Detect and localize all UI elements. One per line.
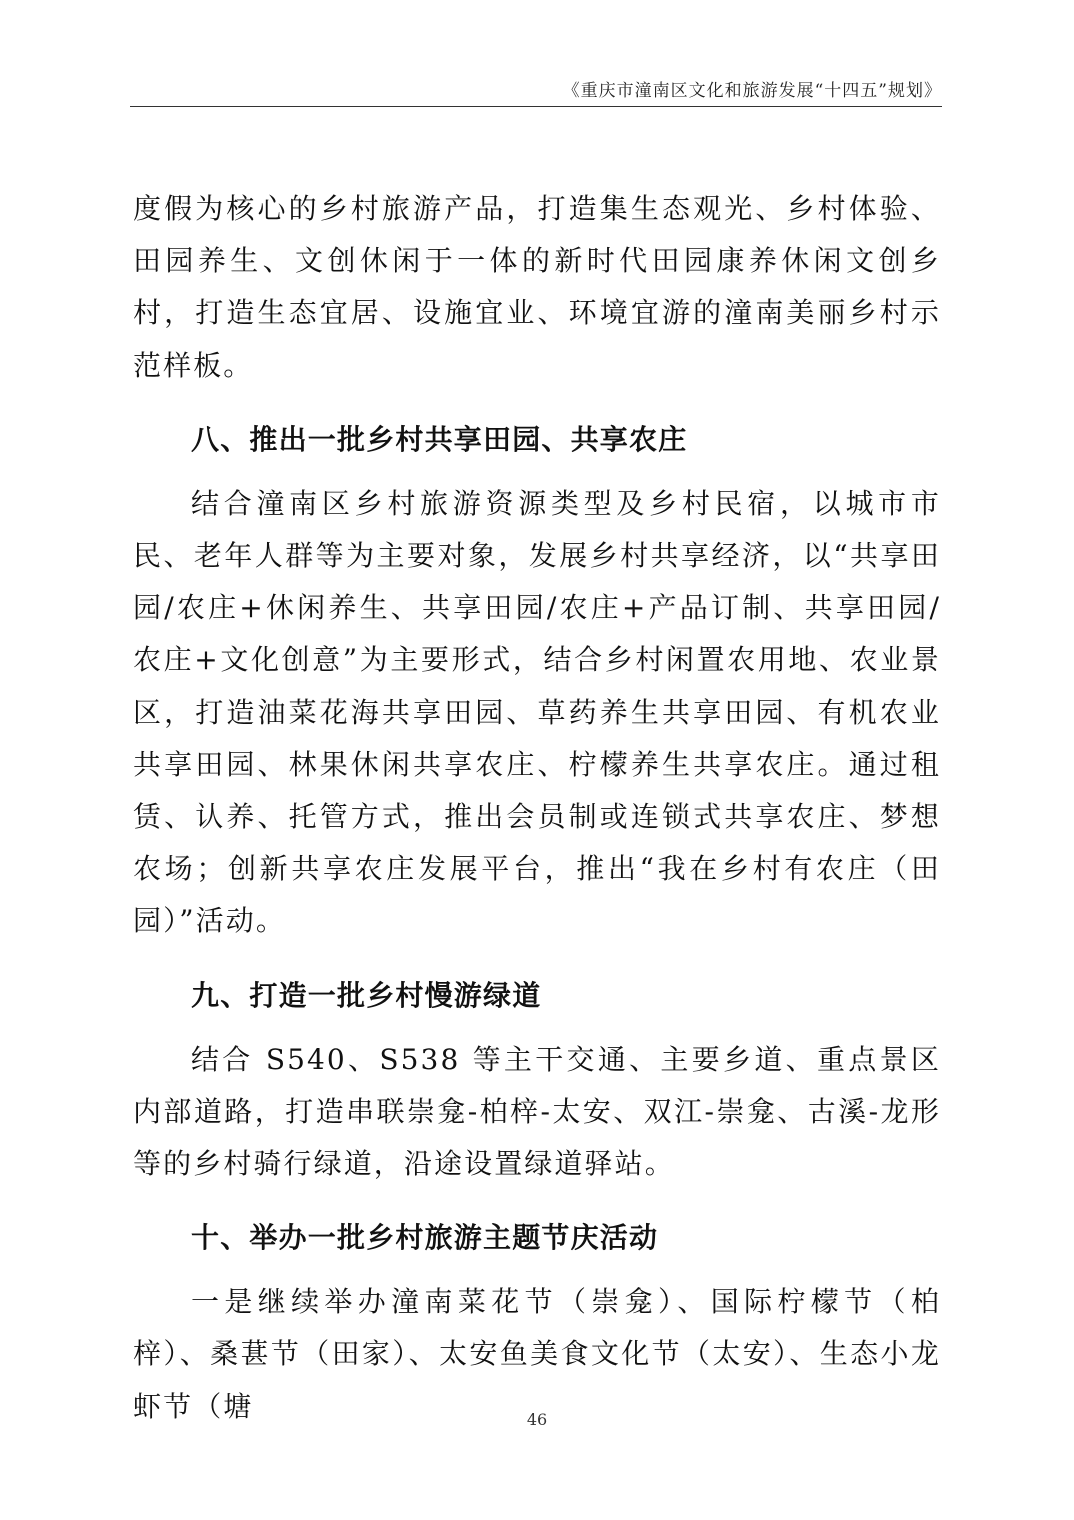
paragraph-continued: 度假为核心的乡村旅游产品，打造集生态观光、乡村体验、田园养生、文创休闲于一体的新时代田园康养休闲文创乡村，打造生态宜居、设施宜业、环境宜游的潼南美丽乡村示范样板。 bbox=[133, 192, 941, 382]
paragraph-section-9: 结合 S540、S538 等主干交通、主要乡道、重点景区内部道路，打造串联崇龛-柏梓-太安、双江-崇龛、古溪-龙形等的乡村骑行绿道，沿途设置绿道驿站。 bbox=[133, 1042, 941, 1181]
page-number: 46 bbox=[526, 1410, 548, 1429]
header-title: 《重庆市潼南区文化和旅游发展“十四五”规划》 bbox=[562, 81, 942, 101]
paragraph-section-8: 结合潼南区乡村旅游资源类型及乡村民宿，以城市市民、老年人群等为主要对象，发展乡村共享经济，以“共享田园/农庄+休闲养生、共享田园/农庄+产品订制、共享田园/农庄+文化创意”为主要形式，结合乡村闲置农用地、农业景区，打造油菜花海共享田园、草药养生共享田园、有机农业共享田园、林果休闲共享农庄、柠檬养生共享农庄。通过租赁、认养、托管方式，推出会员制或连锁式共享农庄、梦想农场；创新共享农庄发展平台，推出“我在乡村有农庄（田园）”活动。 bbox=[133, 486, 941, 938]
page-header bbox=[130, 76, 942, 107]
document-body bbox=[133, 183, 941, 1433]
section-heading-9: 九、打造一批乡村慢游绿道 bbox=[191, 978, 542, 1012]
section-heading-10: 十、举办一批乡村旅游主题节庆活动 bbox=[191, 1221, 659, 1255]
section-heading-8: 八、推出一批乡村共享田园、共享农庄 bbox=[191, 422, 688, 456]
paragraph-section-10: 一是继续举办潼南菜花节（崇龛）、国际柠檬节（柏梓）、桑葚节（田家）、太安鱼美食文化节（太安）、生态小龙虾节（塘 bbox=[133, 1285, 941, 1423]
